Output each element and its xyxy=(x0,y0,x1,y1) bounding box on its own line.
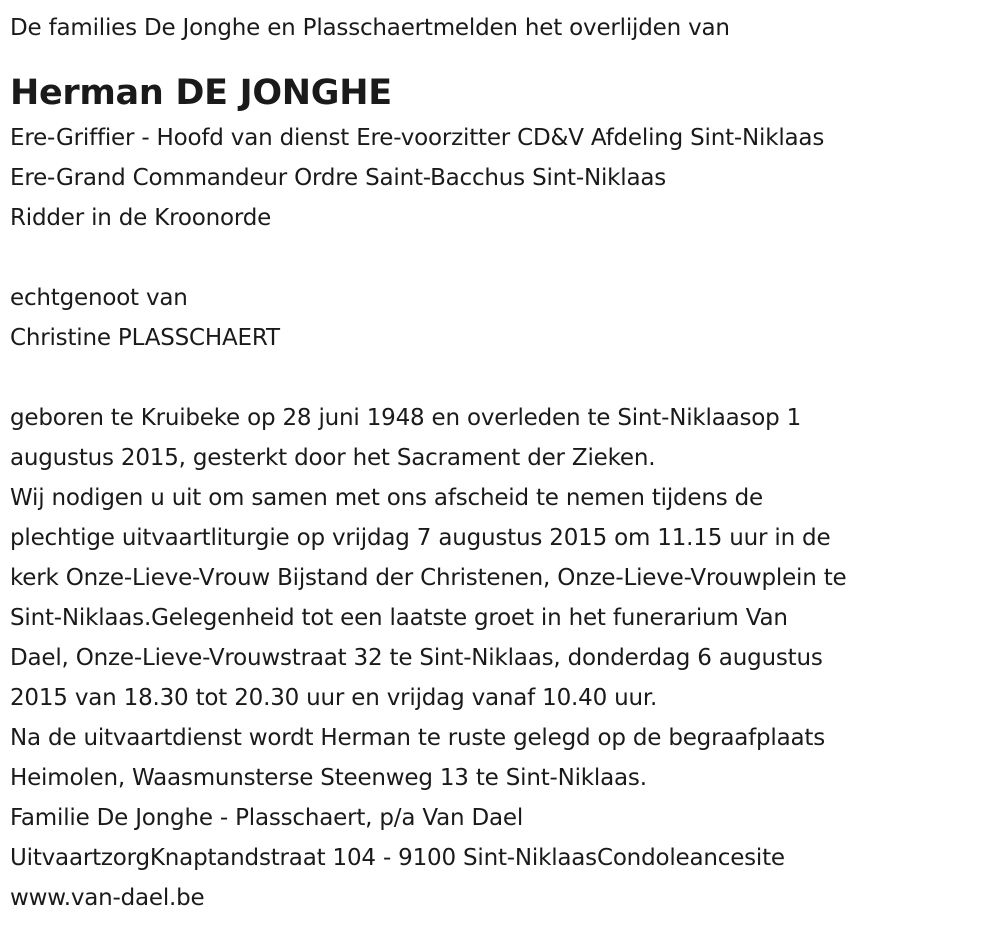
title-line: Ere-Grand Commandeur Ordre Saint-Bacchus Sint-Niklaas xyxy=(10,165,667,191)
spouse-block xyxy=(10,278,990,358)
body-line: Sint-Niklaas.Gelegenheid tot een laatste groet in het funerarium Van xyxy=(10,605,788,631)
body-line: plechtige uitvaartliturgie op vrijdag 7 augustus 2015 om 11.15 uur in de xyxy=(10,525,831,551)
body-line: Familie De Jonghe - Plasschaert, p/a Van Dael xyxy=(10,805,524,831)
intro-text: De families De Jonghe en Plasschaertmelden het overlijden van xyxy=(10,15,730,41)
body-line: Heimolen, Waasmunsterse Steenweg 13 te Sint-Niklaas. xyxy=(10,765,647,791)
body-line: Na de uitvaartdienst wordt Herman te ruste gelegd op de begraafplaats xyxy=(10,725,825,751)
body-line: Wij nodigen u uit om samen met ons afscheid te nemen tijdens de xyxy=(10,485,763,511)
body-line: geboren te Kruibeke op 28 juni 1948 en overleden te Sint-Niklaasop 1 xyxy=(10,405,802,431)
body-line: Dael, Onze-Lieve-Vrouwstraat 32 te Sint-Niklaas, donderdag 6 augustus xyxy=(10,645,823,671)
body-line: UitvaartzorgKnaptandstraat 104 - 9100 Sint-NiklaasCondoleancesite xyxy=(10,845,785,871)
body-line: augustus 2015, gesterkt door het Sacrament der Zieken. xyxy=(10,445,656,471)
deceased-name: Herman DE JONGHE xyxy=(10,73,392,113)
body-text xyxy=(10,398,990,918)
titles-block xyxy=(10,118,990,238)
body-line: kerk Onze-Lieve-Vrouw Bijstand der Christenen, Onze-Lieve-Vrouwplein te xyxy=(10,565,847,591)
title-line: Ridder in de Kroonorde xyxy=(10,205,272,231)
spacer xyxy=(10,358,990,398)
body-line: 2015 van 18.30 tot 20.30 uur en vrijdag vanaf 10.40 uur. xyxy=(10,685,658,711)
title-line: Ere-Griffier - Hoofd van dienst Ere-voorzitter CD&V Afdeling Sint-Niklaas xyxy=(10,125,825,151)
spouse-label: echtgenoot van xyxy=(10,285,188,311)
spacer xyxy=(10,238,990,278)
spouse-name: Christine PLASSCHAERT xyxy=(10,325,280,351)
website-text: www.van-dael.be xyxy=(10,885,205,911)
